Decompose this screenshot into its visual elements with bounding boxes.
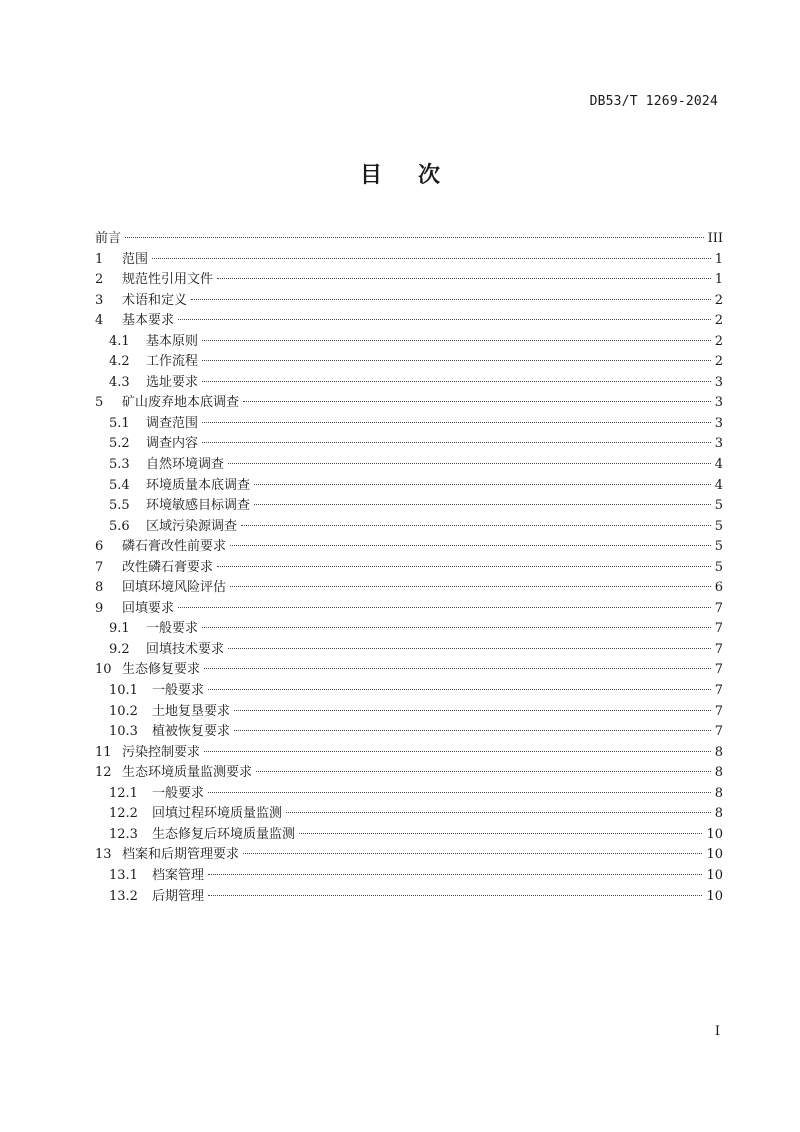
toc-entry-title: 档案管理 <box>152 867 205 883</box>
toc-entry-title: 磷石膏改性前要求 <box>122 539 227 555</box>
dot-leader <box>125 237 704 238</box>
toc-entry-page: 2 <box>714 313 723 329</box>
dot-leader <box>208 792 711 793</box>
dot-leader <box>230 586 711 587</box>
dot-leader <box>204 751 711 752</box>
toc-entry-page: 10 <box>706 888 723 904</box>
toc-entry[interactable] <box>95 414 723 435</box>
toc-entry-number: 11 <box>95 744 112 760</box>
toc-entry-page: 1 <box>714 251 723 267</box>
toc-entry-page: 10 <box>706 867 723 883</box>
toc-entry-page: 8 <box>714 744 723 760</box>
toc-entry-title: 污染控制要求 <box>122 744 201 760</box>
toc-entry[interactable] <box>95 825 723 846</box>
page-number: I <box>714 1024 720 1039</box>
dot-leader <box>243 853 702 854</box>
dot-leader <box>202 381 711 382</box>
toc-entry-number: 6 <box>95 539 104 555</box>
dot-leader <box>202 360 711 361</box>
toc-entry[interactable] <box>95 434 723 455</box>
toc-entry[interactable] <box>95 537 723 558</box>
dot-leader <box>243 401 711 402</box>
toc-entry-title: 回填要求 <box>122 600 175 616</box>
toc-entry-title: 规范性引用文件 <box>122 272 214 288</box>
dot-leader <box>202 340 711 341</box>
toc-entry-page: 8 <box>714 806 723 822</box>
toc-entry-title: 植被恢复要求 <box>152 724 231 740</box>
toc-entry-page: 7 <box>714 724 723 740</box>
toc-entry-number: 13 <box>95 847 112 863</box>
toc-entry-title: 改性磷石膏要求 <box>122 559 214 575</box>
toc-entry[interactable] <box>95 866 723 887</box>
toc-entry-page: 2 <box>714 354 723 370</box>
toc-entry-page: 1 <box>714 272 723 288</box>
toc-entry[interactable] <box>95 599 723 620</box>
toc-entry-page: 3 <box>714 395 723 411</box>
toc-entry-title: 范围 <box>122 251 149 267</box>
toc-entry[interactable] <box>95 393 723 414</box>
dot-leader <box>202 627 711 628</box>
toc-entry-page: 4 <box>714 457 723 473</box>
toc-entry-number: 10.3 <box>109 724 138 740</box>
dot-leader <box>254 504 711 505</box>
toc-entry-number: 5.5 <box>109 498 130 514</box>
toc-entry-number: 5.1 <box>109 415 130 431</box>
toc-entry-number: 9.1 <box>109 621 130 637</box>
toc-entry-number: 13.1 <box>109 867 138 883</box>
toc-entry-number: 4 <box>95 313 104 329</box>
toc-entry-page: 7 <box>714 683 723 699</box>
toc-entry-page: 2 <box>714 333 723 349</box>
toc-entry-page: 8 <box>714 765 723 781</box>
dot-leader <box>256 771 711 772</box>
toc-entry-number: 12.3 <box>109 826 138 842</box>
toc-entry[interactable] <box>95 887 723 908</box>
toc-entry-page: 3 <box>714 415 723 431</box>
toc-entry-title: 区域污染源调查 <box>146 518 238 534</box>
toc-entry-title: 术语和定义 <box>122 292 188 308</box>
toc-entry-number: 5.6 <box>109 518 130 534</box>
toc-entry[interactable] <box>95 517 723 538</box>
dot-leader <box>191 299 711 300</box>
toc-entry-title: 回填技术要求 <box>146 641 225 657</box>
toc-entry[interactable] <box>95 784 723 805</box>
toc-entry[interactable] <box>95 681 723 702</box>
dot-leader <box>217 566 711 567</box>
toc-entry-title: 环境敏感目标调查 <box>146 498 251 514</box>
dot-leader <box>204 668 711 669</box>
table-of-contents <box>95 229 723 907</box>
dot-leader <box>241 525 711 526</box>
toc-entry[interactable] <box>95 455 723 476</box>
toc-entry-number: 5.3 <box>109 457 130 473</box>
dot-leader <box>228 463 711 464</box>
dot-leader <box>230 545 711 546</box>
toc-entry-page: 5 <box>714 539 723 555</box>
toc-entry[interactable] <box>95 270 723 291</box>
toc-entry-page: 3 <box>714 374 723 390</box>
toc-entry-title: 生态修复后环境质量监测 <box>152 826 296 842</box>
toc-entry[interactable] <box>95 332 723 353</box>
dot-leader <box>152 258 711 259</box>
toc-entry-title: 基本要求 <box>122 313 175 329</box>
toc-entry-number: 3 <box>95 292 104 308</box>
toc-entry-page: 7 <box>714 600 723 616</box>
toc-entry-number: 10.2 <box>109 703 138 719</box>
toc-entry-title: 调查范围 <box>146 415 199 431</box>
toc-entry-title: 调查内容 <box>146 436 199 452</box>
dot-leader <box>299 833 702 834</box>
toc-entry[interactable] <box>95 578 723 599</box>
toc-entry[interactable] <box>95 763 723 784</box>
dot-leader <box>208 874 702 875</box>
toc-entry-title: 回填过程环境质量监测 <box>152 806 283 822</box>
toc-entry-number: 10 <box>95 662 112 678</box>
toc-entry-page: 3 <box>714 436 723 452</box>
toc-entry-number: 13.2 <box>109 888 138 904</box>
toc-entry-title: 矿山废弃地本底调查 <box>122 395 240 411</box>
dot-leader <box>208 895 702 896</box>
toc-entry[interactable] <box>95 660 723 681</box>
toc-entry-title: 后期管理 <box>152 888 205 904</box>
dot-leader <box>228 648 711 649</box>
dot-leader <box>234 710 711 711</box>
dot-leader <box>178 607 711 608</box>
toc-entry-title: 选址要求 <box>146 374 199 390</box>
toc-entry-number: 4.2 <box>109 354 130 370</box>
dot-leader <box>202 422 711 423</box>
document-code: DB53/T 1269-2024 <box>589 94 718 109</box>
toc-entry-number: 10.1 <box>109 683 138 699</box>
toc-entry[interactable] <box>95 743 723 764</box>
toc-entry[interactable] <box>95 702 723 723</box>
toc-entry-page: 7 <box>714 621 723 637</box>
toc-entry[interactable] <box>95 496 723 517</box>
dot-leader <box>217 278 711 279</box>
toc-entry[interactable] <box>95 229 723 250</box>
toc-entry[interactable] <box>95 640 723 661</box>
toc-entry[interactable] <box>95 476 723 497</box>
toc-entry[interactable] <box>95 804 723 825</box>
toc-entry-title: 工作流程 <box>146 354 199 370</box>
dot-leader <box>178 319 711 320</box>
toc-entry-number: 8 <box>95 580 104 596</box>
toc-entry-title: 生态环境质量监测要求 <box>122 765 253 781</box>
toc-entry-number: 12 <box>95 765 112 781</box>
toc-entry[interactable] <box>95 558 723 579</box>
toc-entry-number: 4.3 <box>109 374 130 390</box>
toc-entry[interactable] <box>95 722 723 743</box>
toc-entry-title: 自然环境调查 <box>146 457 225 473</box>
dot-leader <box>286 812 711 813</box>
toc-entry-title: 回填环境风险评估 <box>122 580 227 596</box>
toc-entry-title: 基本原则 <box>146 333 199 349</box>
toc-entry-page: 2 <box>714 292 723 308</box>
toc-entry-page: 7 <box>714 641 723 657</box>
toc-entry-page: 10 <box>706 847 723 863</box>
toc-entry[interactable] <box>95 619 723 640</box>
dot-leader <box>208 689 711 690</box>
toc-entry-title: 环境质量本底调查 <box>146 477 251 493</box>
toc-entry-page: 7 <box>714 703 723 719</box>
toc-entry-number: 2 <box>95 272 104 288</box>
toc-entry[interactable] <box>95 352 723 373</box>
toc-entry-page: 4 <box>714 477 723 493</box>
toc-entry-page: 5 <box>714 559 723 575</box>
toc-entry[interactable] <box>95 845 723 866</box>
toc-entry-page: 7 <box>714 662 723 678</box>
toc-entry-page: 5 <box>714 518 723 534</box>
toc-entry[interactable] <box>95 250 723 271</box>
toc-entry-page: 5 <box>714 498 723 514</box>
toc-entry-number: 5.2 <box>109 436 130 452</box>
toc-entry-number: 9 <box>95 600 104 616</box>
toc-entry-page: 6 <box>714 580 723 596</box>
toc-entry-title: 档案和后期管理要求 <box>122 847 240 863</box>
toc-entry[interactable] <box>95 291 723 312</box>
toc-entry-title: 土地复垦要求 <box>152 703 231 719</box>
dot-leader <box>202 442 711 443</box>
toc-entry[interactable] <box>95 373 723 394</box>
toc-entry[interactable] <box>95 311 723 332</box>
dot-leader <box>254 484 711 485</box>
toc-entry-title: 生态修复要求 <box>122 662 201 678</box>
toc-entry-number: 7 <box>95 559 104 575</box>
toc-entry-number: 1 <box>95 251 104 267</box>
toc-entry-page: III <box>707 231 723 246</box>
toc-entry-number: 12.2 <box>109 806 138 822</box>
toc-entry-number: 4.1 <box>109 333 130 349</box>
toc-entry-title: 一般要求 <box>152 785 205 801</box>
toc-entry-number: 5 <box>95 395 104 411</box>
toc-entry-page: 8 <box>714 785 723 801</box>
toc-entry-title: 一般要求 <box>146 621 199 637</box>
page-title: 目次 <box>359 163 476 188</box>
toc-entry-page: 10 <box>706 826 723 842</box>
toc-entry-title: 一般要求 <box>152 683 205 699</box>
toc-entry-number: 12.1 <box>109 785 138 801</box>
dot-leader <box>234 730 711 731</box>
toc-entry-title: 前言 <box>95 231 122 246</box>
toc-entry-number: 9.2 <box>109 641 130 657</box>
toc-entry-number: 5.4 <box>109 477 130 493</box>
